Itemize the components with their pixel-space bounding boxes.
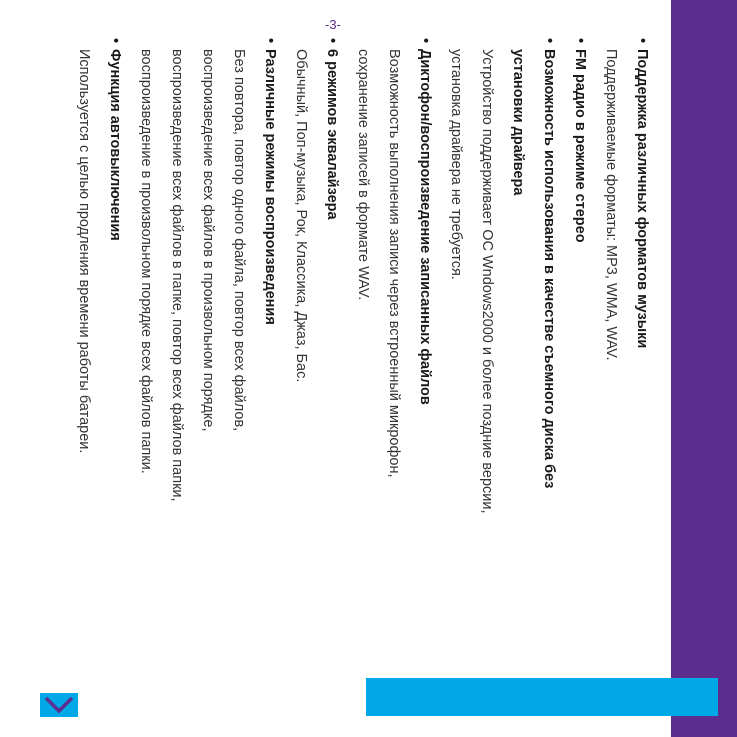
bullet-icon: • <box>541 38 557 44</box>
page-number: -3- <box>325 17 341 32</box>
feature-text: Возможность выполнения записи через встроенный микрофон, <box>386 49 402 478</box>
bullet-icon: • <box>572 38 588 44</box>
feature-heading: FM радио в режиме стерео <box>572 49 588 243</box>
feature-heading: Диктофон/воспроизведение записанных файлов <box>417 49 433 405</box>
feature-heading: Возможность использования в качестве съемного диска без <box>541 49 557 489</box>
feature-heading: Поддержка различных форматов музыки <box>634 49 650 349</box>
bullet-icon: • <box>262 38 278 44</box>
feature-list <box>68 38 657 589</box>
feature-heading-continued: установки драйвера <box>510 49 526 196</box>
feature-item <box>68 38 130 589</box>
chevron-down-icon <box>40 693 78 717</box>
feature-text: сохранение записей в формате WAV. <box>355 49 371 301</box>
feature-item <box>595 38 657 589</box>
bullet-icon: • <box>324 38 340 44</box>
feature-item <box>564 38 595 589</box>
feature-text: Устройство поддерживает ОС Wndows2000 и более поздние версии, <box>479 49 495 514</box>
bullet-icon: • <box>634 38 650 44</box>
feature-item <box>285 38 347 589</box>
feature-text: Поддерживаемые форматы: MP3, WMA, WAV. <box>603 49 619 361</box>
feature-text: установка драйвера не требуется. <box>448 49 464 280</box>
feature-item <box>130 38 285 589</box>
feature-item <box>440 38 564 589</box>
feature-text: воспроизведение всех файлов в папке, повтор всех файлов папки, <box>169 49 185 502</box>
feature-text: Без повтора, повтор одного файла, повтор всех файлов, <box>231 49 247 432</box>
feature-heading: Функция автовыключения <box>107 49 123 241</box>
footer-band <box>671 0 737 737</box>
feature-heading: Различные режимы воспроизведения <box>262 49 278 325</box>
feature-text: Обычный, Поп-музыка, Рок, Классика, Джаз, Бас. <box>293 49 309 383</box>
footer-accent-bar <box>366 678 718 716</box>
feature-item <box>347 38 440 589</box>
feature-text: воспроизведение в произвольном порядке всех файлов папки. <box>138 49 154 474</box>
bullet-icon: • <box>107 38 123 44</box>
feature-text: Используется с целью продления времени работы батареи. <box>76 49 92 454</box>
bullet-icon: • <box>417 38 433 44</box>
feature-text: воспроизведение всех файлов в произвольном порядке, <box>200 49 216 432</box>
feature-heading: 6 режимов эквалайзера <box>324 49 340 220</box>
